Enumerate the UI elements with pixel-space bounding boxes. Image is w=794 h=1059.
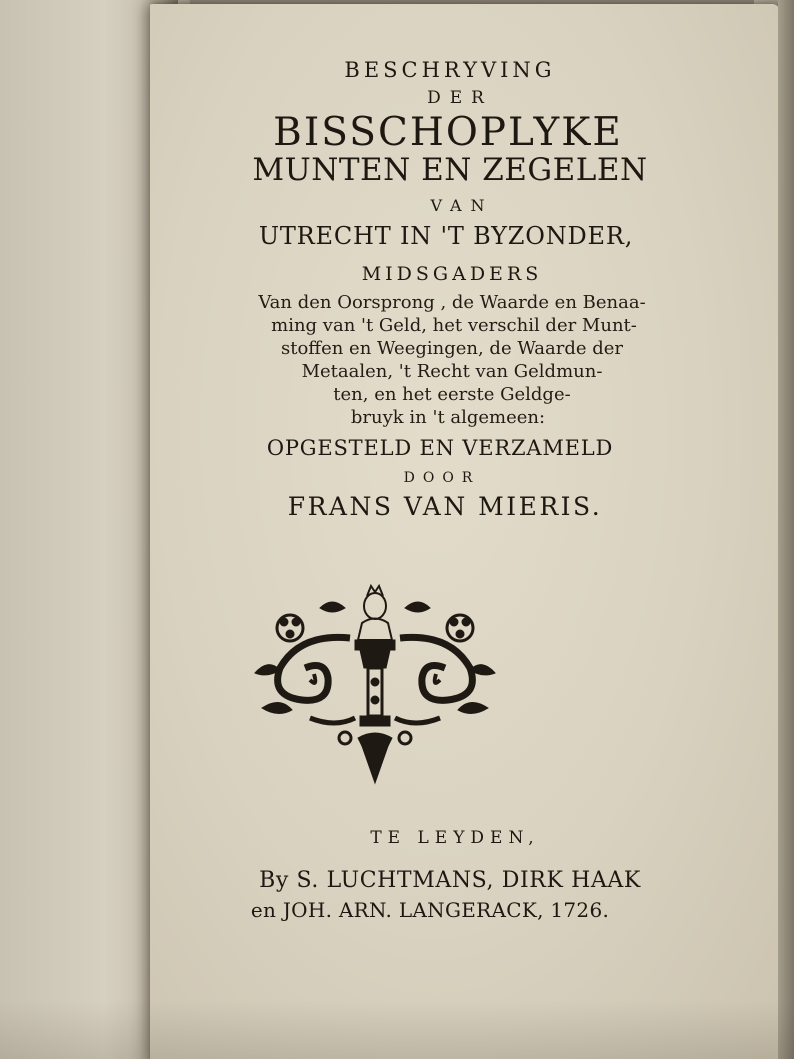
title-line-munten: MUNTEN EN ZEGELEN: [252, 152, 648, 188]
subtitle-line: Metaalen, 't Recht van Geldmun-: [301, 361, 603, 382]
title-line-midsgaders: MIDSGADERS: [361, 263, 543, 285]
subtitle-line: ten, en het eerste Geldge-: [333, 384, 571, 405]
imprint-place: TE LEYDEN,: [370, 828, 540, 848]
title-line-bisschoplyke: BISSCHOPLYKE: [273, 110, 623, 155]
title-line-opgesteld: OPGESTELD EN VERZAMELD: [266, 436, 614, 460]
subtitle-line: stoffen en Weegingen, de Waarde der: [280, 338, 624, 359]
subtitle-line: bruyk in 't algemeen:: [350, 407, 546, 428]
title-line-door: DOOR: [403, 470, 481, 486]
title-line-van: VAN: [430, 196, 494, 215]
title-line-beschryving: BESCHRYVING: [344, 58, 556, 82]
page-edge: [778, 0, 794, 1059]
printers-ornament-icon: [250, 578, 500, 788]
title-line-der: DER: [427, 88, 493, 108]
title-line-utrecht: UTRECHT IN 'T BYZONDER,: [258, 222, 634, 250]
imprint-printers: By S. LUCHTMANS, DIRK HAAK: [259, 868, 641, 893]
subtitle-line: ming van 't Geld, het verschil der Munt-: [271, 315, 637, 336]
bottom-shadow: [0, 1000, 794, 1059]
imprint-printers-date: en JOH. ARN. LANGERACK, 1726.: [250, 898, 610, 922]
subtitle-line: Van den Oorsprong , de Waarde en Benaa-: [258, 292, 646, 313]
author-name: FRANS VAN MIERIS.: [287, 492, 603, 521]
